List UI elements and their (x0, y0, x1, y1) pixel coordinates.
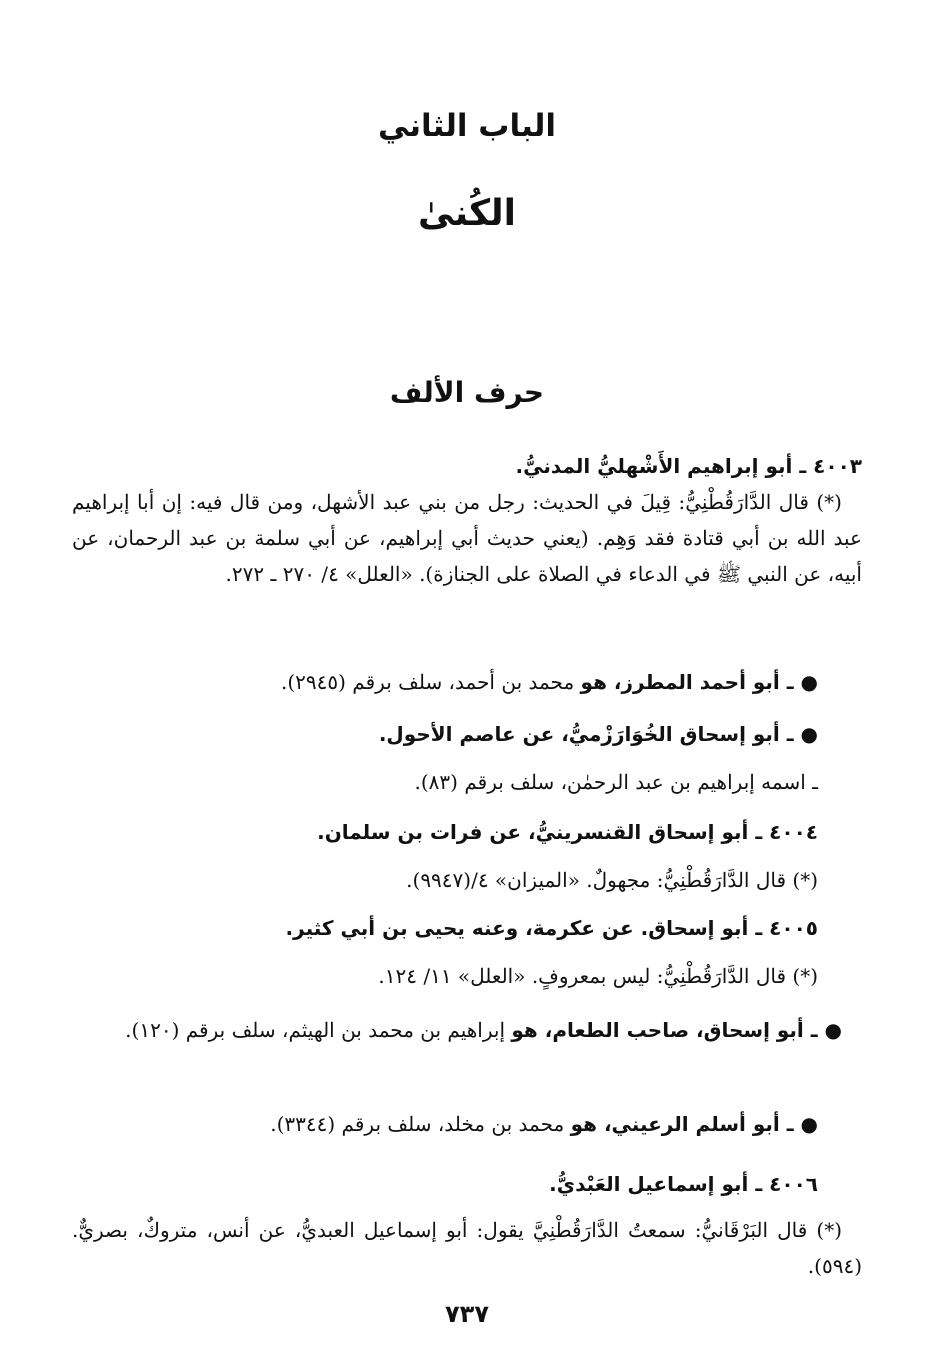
cross-reference-lead: ● ـ أبو أسلم الرعيني، هو (570, 1112, 818, 1136)
cross-reference-lead: ● ـ أبو أحمد المطرز، هو (580, 670, 818, 694)
entry-4003 (72, 448, 862, 592)
cross-reference-1 (72, 664, 862, 700)
entry-body: (*) قال الدَّارَقُطْنِيُّ: قِيلَ في الحديث: رجل من بني عبد الأشهل، ومن قال فيه: إن أبا إبراهيم عبد الله بن أبي قتادة فقد وَهِم. (يعني حديث أبي إبراهيم، عن أبي سلمة بن عبد الرحمان، عن أبيه، عن النبي ﷺ في الدعاء في الصلاة على الجنازة). «العلل» ٤/ ٢٧٠ ـ ٢٧٢. (72, 490, 862, 586)
entry-heading: ٤٠٠٥ ـ أبو إسحاق. عن عكرمة، وعنه يحيى بن أبي كثير. (285, 916, 818, 940)
cross-reference-lead: ● ـ أبو إسحاق الخُوَارَزْميُّ، عن عاصم الأحول. (378, 722, 818, 746)
entry-4004 (72, 814, 862, 898)
section-title: حرف الألف (389, 376, 545, 409)
entry-heading: ٤٠٠٣ ـ أبو إبراهيم الأَشْهليُّ المدنيُّ. (515, 454, 862, 478)
cross-reference-line (72, 664, 862, 700)
entry-body: (*) قال الدَّارَقُطْنِيُّ: مجهولٌ. «الميزان» ٤/(٩٩٤٧). (406, 868, 818, 892)
cross-reference-4 (72, 1106, 862, 1142)
chapter-title: الباب الثاني (377, 108, 557, 144)
entry-4005 (72, 910, 862, 994)
cross-reference-note: ـ اسمه إبراهيم بن عبد الرحمٰن، سلف برقم (٨٣). (414, 770, 818, 794)
entry-body: (*) قال الدَّارَقُطْنِيُّ: ليس بمعروفٍ. «العلل» ١١/ ١٢٤. (378, 964, 818, 988)
cross-reference-rest: إبراهيم بن محمد بن الهيثم، سلف برقم (١٢٠). (125, 1018, 512, 1042)
cross-reference-rest: محمد بن أحمد، سلف برقم (٢٩٤٥). (280, 670, 581, 694)
cross-reference-rest: محمد بن مخلد، سلف برقم (٣٣٤٤). (270, 1112, 571, 1136)
cross-reference-2 (72, 716, 862, 800)
entry-4006 (72, 1166, 862, 1284)
entry-heading: ٤٠٠٦ ـ أبو إسماعيل العَبْديُّ. (549, 1172, 818, 1196)
cross-reference-line (72, 716, 862, 752)
entry-body: (*) قال البَرْقَانيُّ: سمعتُ الدَّارَقُطْنِيَّ يقول: أبو إسماعيل العبديُّ، عن أنس، متروكٌ، بصريٌّ. (٥٩٤). (72, 1218, 862, 1278)
cross-reference-line (72, 1012, 862, 1048)
cross-reference-line (72, 1106, 862, 1142)
entry-heading: ٤٠٠٤ ـ أبو إسحاق القنسرينيُّ، عن فرات بن سلمان. (317, 820, 818, 844)
page-number: ٧٣٧ (445, 1300, 489, 1328)
cross-reference-lead: ● ـ أبو إسحاق، صاحب الطعام، هو (511, 1018, 842, 1042)
chapter-subtitle: الكُنىٰ (418, 193, 516, 234)
cross-reference-3 (72, 1012, 862, 1048)
